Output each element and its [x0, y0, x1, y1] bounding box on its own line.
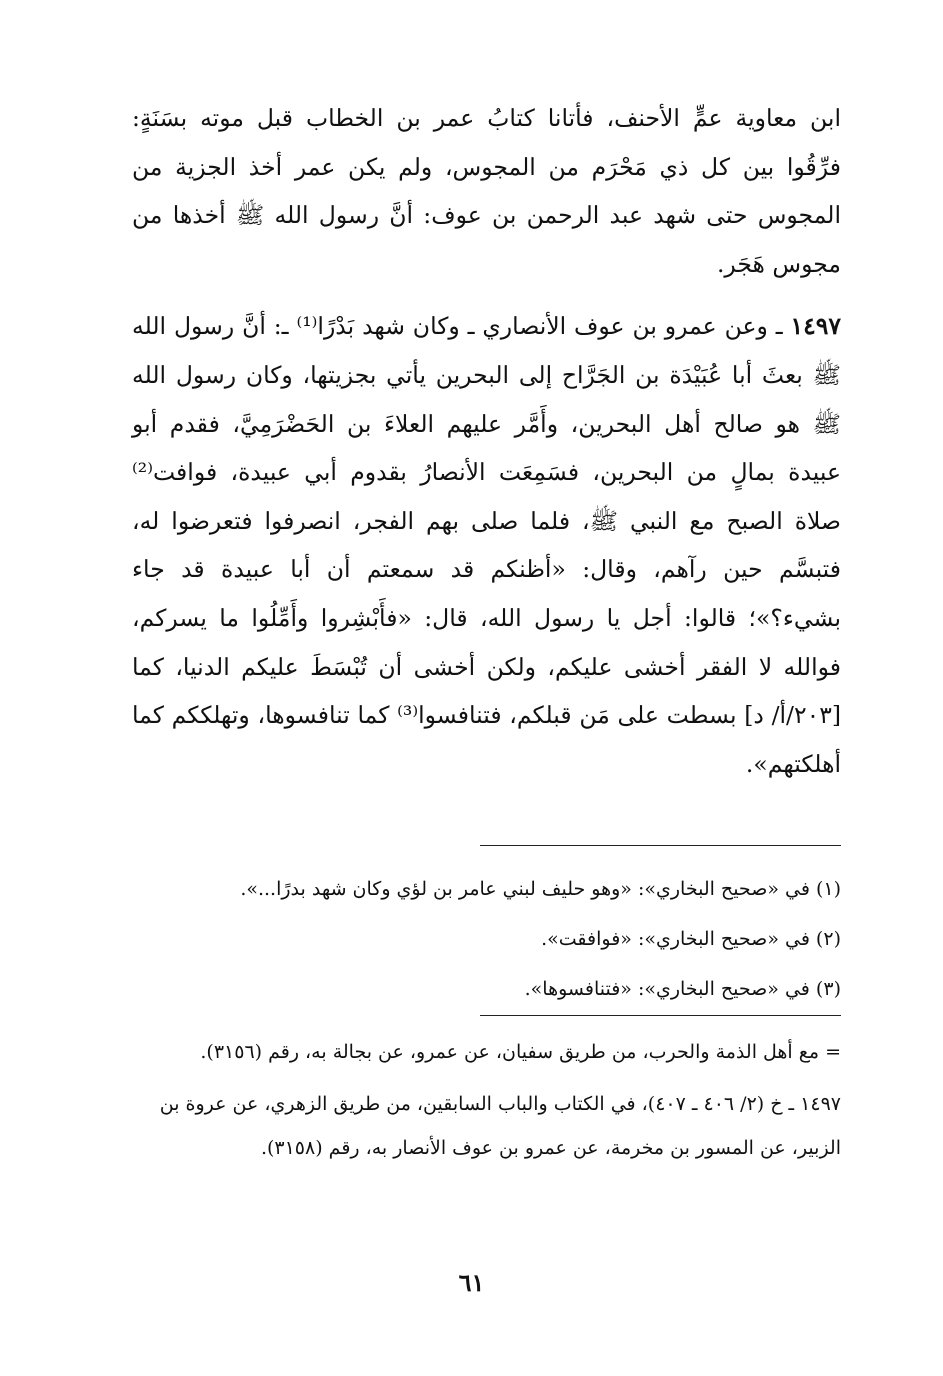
- page-number: ٦١: [458, 1268, 485, 1297]
- footnote-2: (٢) في «صحيح البخاري»: «فوافقت».: [541, 928, 841, 950]
- notes-separator: [480, 1015, 841, 1016]
- footnote-3: (٣) في «صحيح البخاري»: «فتنافسوها».: [524, 978, 841, 1000]
- paragraph-2: [132, 302, 841, 788]
- note-2: ١٤٩٧ ـ خ (٢/ ٤٠٦ ـ ٤٠٧)، في الكتاب والباب السابقين، من طريق الزهري، عن عروة بن الزبير، عن المسور بن مخرمة، عن عمرو بن عوف الأنصار به، رقم (٣١٥٨).: [159, 1093, 841, 1159]
- footnote-separator: [480, 845, 841, 846]
- note-1: = مع أهل الذمة والحرب، من طريق سفيان، عن عمرو، عن بجالة به، رقم (٣١٥٦).: [200, 1041, 841, 1063]
- takhrij-notes: [132, 1030, 841, 1170]
- footnote-1: (١) في «صحيح البخاري»: «وهو حليف لبني عامر بن لؤي وكان شهد بدرًا...».: [240, 878, 841, 900]
- footnotes: [132, 864, 841, 1014]
- paragraph-1: ابن معاوية عمٍّ الأحنف، فأتانا كتابُ عمر بن الخطاب قبل موته بسَنَةٍ: فرِّقُوا بين كل ذي مَحْرَم من المجوس، ولم يكن عمر أخذ الجزية من المجوس حتى شهد عبد الرحمن بن عوف: أنَّ رسول الله ﷺ أخذها من مجوس هَجَر.: [132, 104, 841, 278]
- hadith-text: ـ وعن عمرو بن عوف الأنصاري ـ وكان شهد بَدْرًا⁽¹⁾ ـ: أنَّ رسول الله ﷺ بعثَ أبا عُبَيْدَة بن الجَرَّاح إلى البحرين يأتي بجزيتها، وكان رسول الله ﷺ هو صالح أهل البحرين، وأَمَّر عليهم العلاءَ بن الحَضْرَمِيَّ، فقدم أبو عبيدة بمالٍ من البحرين، فسَمِعَت الأنصارُ بقدوم أبي عبيدة، فوافت⁽²⁾ صلاة الصبح مع النبي ﷺ، فلما صلى بهم الفجر، انصرفوا فتعرضوا له، فتبسَّم حين رآهم، وقال: «أظنكم قد سمعتم أن أبا عبيدة قد جاء بشيء؟»؛ قالوا: أجل يا رسول الله، قال: «فأَبْشِروا وأَمِّلُوا ما يسركم، فوالله لا الفقر أخشى عليكم، ولكن أخشى أن تُبْسَطَ عليكم الدنيا، كما [٢٠٣/أ/ د] بسطت على مَن قبلكم، فتنافسوا⁽³⁾ كما تنافسوها، وتهلككم كما أهلكتهم».: [132, 312, 841, 778]
- main-text: [132, 94, 841, 788]
- hadith-number: ١٤٩٧: [790, 312, 842, 341]
